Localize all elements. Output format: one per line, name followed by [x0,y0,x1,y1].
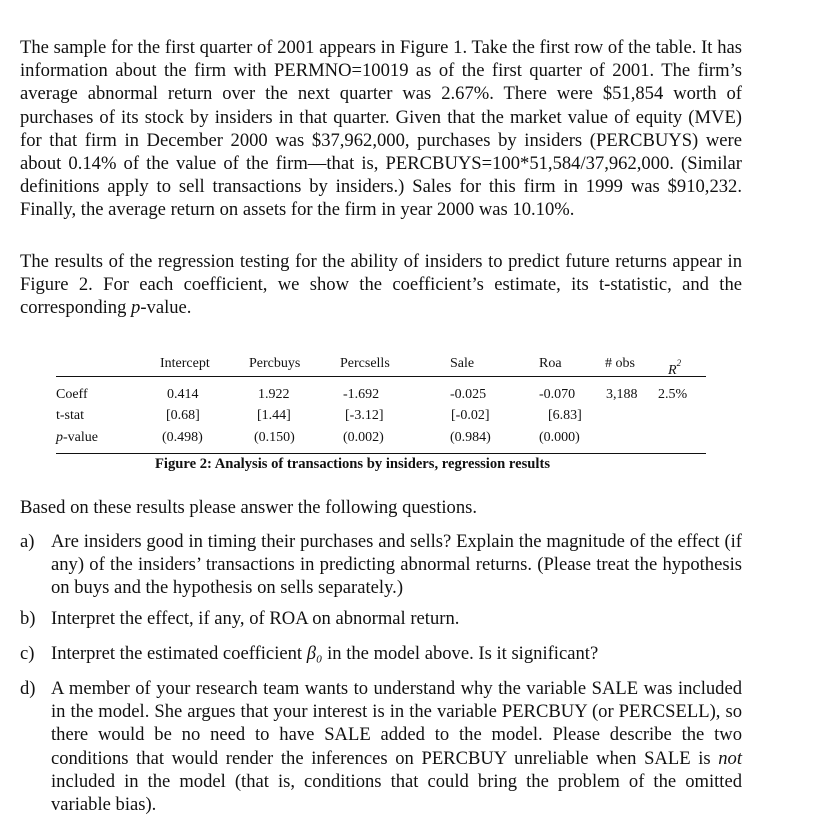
row-label-pvalue [56,428,98,447]
header-roa: Roa [539,356,562,371]
header-percbuys: Percbuys [249,356,301,371]
figure-caption: Figure 2: Analysis of transactions by insiders, regression results [155,456,550,472]
results-text-before: The results of the regression testing for the ability of insiders to predict future returns appear in Figure 2. For each coefficient, we show the coefficient’s estimate, its t-statistic, and the corresponding [20,251,742,319]
header-sale: Sale [450,356,475,371]
question-d-before: A member of your research team wants to understand why the variable SALE was included in the model. She argues that your interest is in the variable PERCBUY (or PERCSELL), so there would be no need to have SALE added to the model. Please describe the two conditions that would render the inferences on PERCBUY unreliable when SALE is [51,678,742,769]
question-a [20,530,742,600]
header-percsells: Percsells [340,356,390,371]
coeff-obs: 3,188 [606,387,638,402]
question-d-label: d) [20,678,36,699]
pvalue-percbuys: (0.150) [254,430,295,445]
header-r-sup: 2 [676,358,682,368]
intro-paragraph: The sample for the first quarter of 2001 appears in Figure 1. Take the first row of the table. It has information about the firm with PERMNO=10019 as of the first quarter of 2001. The firm’s average abnormal return over the next quarter was 2.67%. There were $51,854 worth of purchases of its stock by insiders in that quarter. Given that the market value of equity (MVE) for that firm in December 2000 was $37,962,000, purchases by insiders (PERCBUYS) were about 0.14% of the value of the firm—that is, PERCBUYS=100*51,584/37,962,000. (Similar definitions apply to sell transactions by insiders.) Sales for this firm in 1999 was $910,232. Finally, the average return on assets for the firm in year 2000 was 10.10%. [20,37,742,221]
results-pvalue-italic: p [131,297,141,319]
coeff-percsells: -1.692 [343,387,380,402]
tstat-percbuys: [1.44] [257,408,291,423]
footer-rule [56,453,706,454]
question-c-after: in the model above. Is it significant? [322,643,599,664]
question-d-text [51,677,742,816]
header-rule [56,376,706,377]
coeff-r-squared: 2.5% [658,387,688,402]
tstat-percsells: [-3.12] [345,408,384,423]
row-label-coeff: Coeff [56,387,88,402]
question-c [20,642,742,665]
pvalue-percsells: (0.002) [343,430,384,445]
header-r-letter: R [668,363,677,378]
pvalue-sale: (0.984) [450,430,491,445]
header-intercept: Intercept [160,356,210,371]
row-label-tstat: t-stat [56,408,84,423]
beta-zero-symbol: β₀ [306,643,323,664]
tstat-roa: [6.83] [548,408,582,423]
question-b-label: b) [20,608,36,629]
question-c-text [51,642,742,665]
coeff-percbuys: 1.922 [258,387,290,402]
pvalue-roa: (0.000) [539,430,580,445]
question-c-label: c) [20,643,35,664]
tstat-sale: [-0.02] [451,408,490,423]
question-a-text: Are insiders good in timing their purchases and sells? Explain the magnitude of the effect (if any) of the insiders’ transactions in predicting abnormal returns. (Please treat the hypothesis on buys and the hypothesis on sells separately.) [51,531,742,599]
question-d [20,677,742,816]
coeff-roa: -0.070 [539,387,576,402]
pvalue-intercept: (0.498) [162,430,203,445]
results-paragraph [20,250,742,320]
header-obs: # obs [605,356,635,371]
question-d-after: included in the model (that is, conditions that could bring the problem of the omitted variable bias). [51,770,742,816]
tstat-intercept: [0.68] [166,408,200,423]
coeff-intercept: 0.414 [167,387,199,402]
results-text-after: -value. [140,297,192,319]
question-c-before: Interpret the estimated coefficient [51,643,307,664]
question-d-emphasis: not [718,747,742,769]
pvalue-label-italic: p [56,430,63,445]
question-b [20,607,742,630]
questions-intro: Based on these results please answer the following questions. [20,497,477,518]
question-a-label: a) [20,531,35,552]
coeff-sale: -0.025 [450,387,487,402]
pvalue-label-rest: -value [63,430,98,445]
question-b-text: Interpret the effect, if any, of ROA on abnormal return. [51,608,460,629]
